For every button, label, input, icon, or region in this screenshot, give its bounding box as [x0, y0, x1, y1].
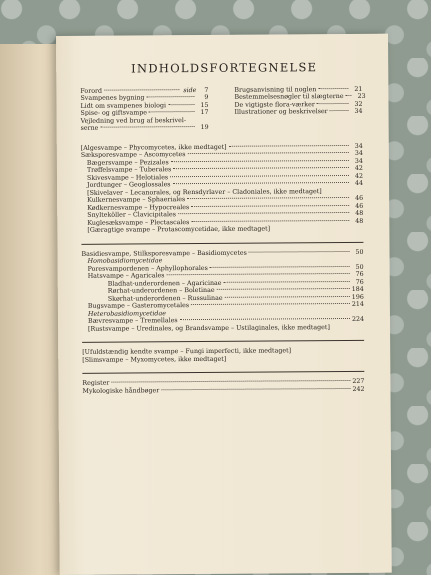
book-page	[56, 34, 392, 575]
intro-columns	[80, 85, 366, 132]
toc-content	[80, 60, 366, 404]
toc-label: Bævresvampe – Tremellales	[87, 317, 178, 325]
toc-row	[81, 124, 209, 132]
toc-page: 7	[204, 86, 209, 94]
toc-row: [Ufuldstændig kendte svampe – Fungi imperfecti, ikke medtaget]	[82, 347, 292, 356]
toc-label: serne	[80, 124, 99, 132]
toc-page: 214	[351, 300, 364, 308]
subclass-heading: Homobasidiomycetidae	[87, 257, 163, 265]
toc-label: Kulkernesvampe – Sphaeriales	[87, 196, 186, 204]
toc-label: Forord	[80, 87, 103, 95]
leader-dots	[249, 250, 350, 252]
toc-page: 34	[354, 142, 363, 150]
leader-dots	[180, 318, 350, 320]
section-basidiomycetes	[81, 248, 364, 332]
leader-dots	[229, 144, 349, 146]
leader-dots	[317, 102, 349, 103]
toc-page: 15	[200, 101, 209, 109]
toc-label: Poresvampordenen – Aphyllophorales	[87, 264, 208, 273]
toc-page: 50	[355, 263, 364, 271]
toc-label: Hatsvampe – Agaricales	[87, 272, 165, 280]
leader-dots	[173, 167, 349, 169]
toc-label: Jordtunger – Geoglossales	[87, 181, 171, 189]
toc-label: De vigtigste flora-værker	[234, 100, 315, 109]
toc-page: 9	[204, 93, 209, 101]
toc-label: Vejledning ved brug af beskrivel-	[80, 116, 186, 125]
leader-dots	[187, 197, 349, 199]
toc-page: 46	[355, 194, 364, 202]
toc-suffix: side	[183, 86, 197, 94]
toc-page: 21	[354, 85, 363, 93]
toc-page: 76	[355, 278, 364, 286]
toc-label: [Skivelaver – Lecanorales, og Rensdyrlaver – Cladoniales, ikke medtaget]	[87, 187, 322, 197]
toc-page: 19	[200, 123, 209, 131]
leader-dots	[170, 174, 349, 176]
toc-label: Brugsanvisning til noglen	[234, 85, 317, 94]
toc-label: Skørhat-underordenen – Russulinae	[107, 294, 223, 303]
toc-label: [Algesvampe – Phycomycetes, ikke medtaget]	[80, 143, 227, 152]
leader-dots	[166, 273, 349, 275]
divider	[81, 241, 363, 244]
toc-page: 42	[354, 164, 363, 172]
toc-label: Sæksporesvampe – Ascomycetes	[80, 151, 186, 159]
toc-row	[82, 323, 364, 332]
leader-dots	[173, 182, 350, 184]
intro-column-left	[80, 86, 208, 132]
toc-label: Trøffelsvampe – Tuberales	[86, 166, 172, 174]
leader-dots	[318, 87, 348, 88]
leader-dots	[191, 204, 349, 206]
leader-dots	[111, 380, 350, 383]
leader-dots	[225, 295, 350, 297]
leader-dots	[346, 95, 352, 96]
toc-page: 196	[351, 293, 364, 301]
toc-label: Register	[82, 379, 110, 387]
toc-label: Svampenes bygning	[80, 94, 145, 102]
leader-dots	[149, 111, 195, 112]
divider	[82, 340, 364, 343]
toc-row	[235, 108, 363, 116]
toc-label: Mykologiske håndbøger	[82, 386, 160, 395]
toc-page: 76	[355, 270, 364, 278]
leader-dots	[171, 159, 349, 161]
leader-dots	[147, 96, 195, 97]
toc-page: 34	[354, 157, 363, 165]
toc-label: Bugsvampe – Gasteromycetales	[87, 302, 190, 310]
toc-page: 224	[351, 315, 365, 323]
toc-label: Kuglesæksvampe – Plectascales	[87, 218, 190, 227]
toc-page: 46	[355, 202, 364, 210]
toc-page: 48	[355, 217, 364, 225]
leader-dots	[210, 265, 350, 267]
toc-page: 50	[355, 248, 364, 256]
leader-dots	[161, 387, 350, 389]
section-ascomycetes	[81, 142, 364, 234]
section-other	[82, 347, 364, 364]
toc-label: Skivesvampe – Helotiales	[86, 173, 169, 182]
section-back-matter	[82, 378, 364, 395]
leader-dots	[104, 89, 179, 91]
toc-page: 184	[351, 285, 364, 293]
page-title: INDHOLDSFORTEGNELSE	[131, 60, 318, 76]
toc-page: 48	[355, 209, 364, 217]
toc-label: Snylteköller – Clavicipitales	[87, 211, 177, 219]
toc-page: 44	[354, 179, 364, 187]
toc-row: [Slimsvampe – Myxomycetes, ikke medtaget]	[82, 355, 227, 364]
toc-label: Basidiesvampe, Stilksporesvampe – Basidiomycetes	[81, 249, 247, 258]
leader-dots	[223, 280, 349, 282]
leader-dots	[100, 126, 194, 128]
toc-label: [Rustsvampe – Uredinales, og Brandsvampe – Ustilaginales, ikke medtaget]	[88, 323, 330, 333]
toc-label: Rørhat-underordenen – Boletinae	[107, 286, 215, 295]
toc-label: Kødkernesvampe – Hypocreales	[87, 203, 190, 212]
toc-page: 34	[354, 149, 363, 157]
toc-label: Illustrationer og beskrivelser	[234, 108, 328, 116]
toc-page: 242	[352, 385, 365, 393]
toc-page: 34	[354, 107, 363, 115]
toc-page: 227	[352, 377, 365, 385]
leader-dots	[187, 152, 348, 154]
toc-page: 23	[357, 92, 366, 100]
toc-label: Bladhat-underordenen – Agaricinae	[107, 279, 222, 288]
toc-label: [Gæragtige svampe – Protascomycetidae, ikke medtaget]	[87, 225, 271, 234]
divider	[82, 371, 364, 374]
leader-dots	[178, 212, 349, 214]
toc-page: 17	[200, 108, 209, 116]
toc-label: Spise- og giftsvampe	[80, 109, 148, 117]
toc-row	[82, 385, 364, 394]
leader-dots	[330, 110, 349, 111]
subclass-heading: Heterobasidiomycetidae	[87, 309, 166, 318]
toc-label: Bestemmelsesnøgler til slægterne	[234, 92, 344, 101]
toc-page: 42	[354, 172, 364, 180]
toc-label: Bægersvampe – Pezizales	[86, 158, 169, 167]
intro-column-right	[234, 85, 366, 131]
leader-dots	[168, 104, 195, 105]
leader-dots	[217, 288, 350, 290]
toc-row	[81, 225, 363, 234]
leader-dots	[191, 303, 350, 305]
toc-label: Lidt om svampenes biologi	[80, 101, 167, 110]
leader-dots	[191, 219, 349, 221]
toc-page: 32	[354, 100, 363, 108]
